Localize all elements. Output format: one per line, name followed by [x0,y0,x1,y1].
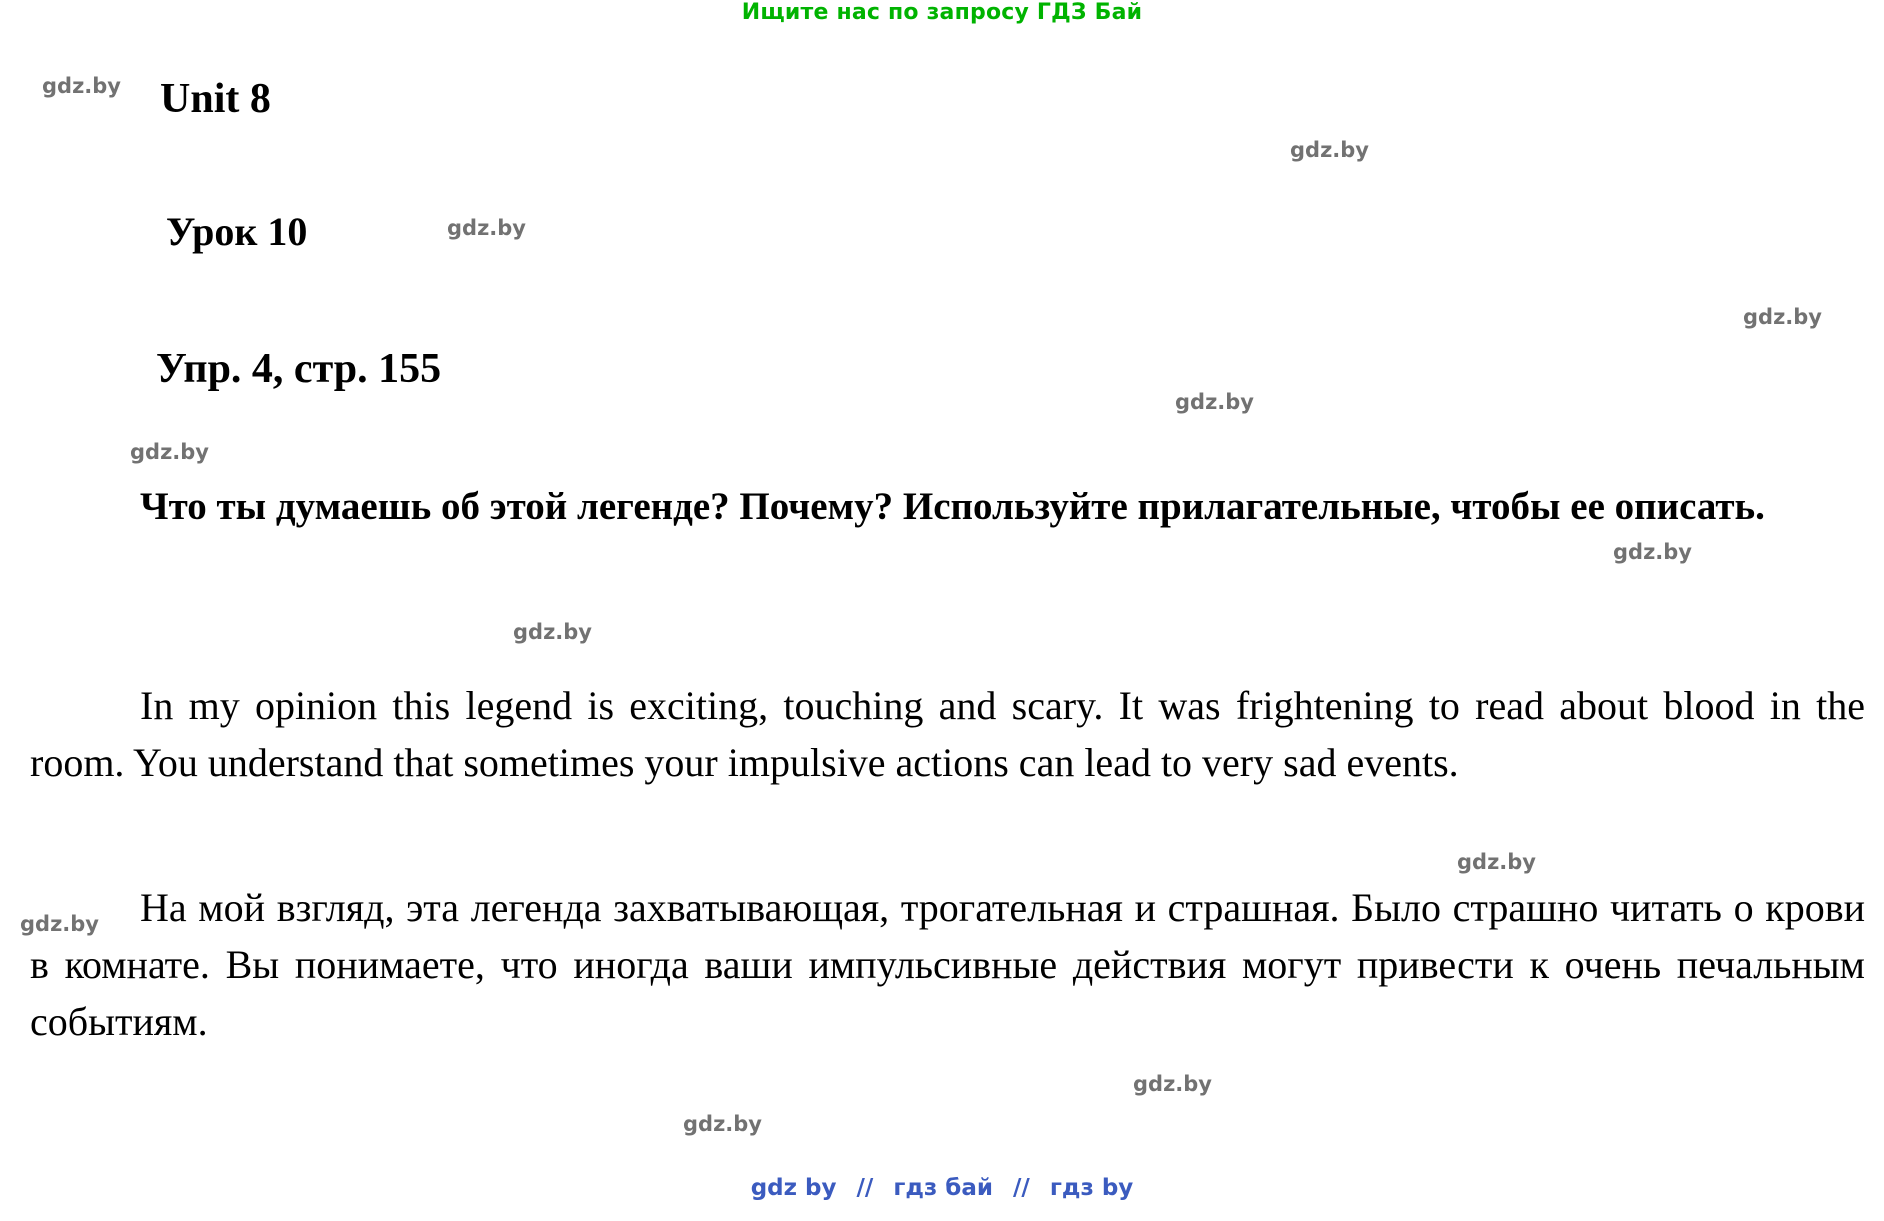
watermark: gdz.by [513,620,592,644]
unit-heading: Unit 8 [160,76,271,122]
watermark: gdz.by [20,912,99,936]
watermark: gdz.by [683,1112,762,1136]
exercise-heading: Упр. 4, стр. 155 [156,346,442,392]
footer-link-3[interactable]: гдз by [1049,1175,1134,1201]
promo-banner: Ищите нас по запросу ГДЗ Бай [741,0,1143,25]
watermark: gdz.by [1290,138,1369,162]
lesson-heading: Урок 10 [166,209,308,254]
footer-separator-1: // [856,1175,874,1201]
task-question: Что ты думаешь об этой легенде? Почему? Используйте прилагательные, чтобы ее описать. [140,485,1765,528]
answer-english: In my opinion this legend is exciting, touching and scary. It was frightening to read about blood in the room. You understand that sometimes your impulsive actions can lead to very sad events. [30,683,1865,785]
watermark: gdz.by [1743,305,1822,329]
watermark: gdz.by [42,74,121,98]
watermark: gdz.by [1613,540,1692,564]
watermark: gdz.by [1133,1072,1212,1096]
answer-russian: На мой взгляд, эта легенда захватывающая, трогательная и страшная. Было страшно читать о крови в комнате. Вы понимаете, что иногда ваши импульсивные действия могут привести к очень печальным событиям. [30,885,1865,1044]
footer-link-2[interactable]: гдз бай [893,1175,994,1201]
footer-separator-2: // [1013,1175,1030,1201]
footer-link-1[interactable]: gdz by [750,1175,837,1201]
footer-links [0,1175,1884,1201]
watermark: gdz.by [1175,390,1254,414]
watermark: gdz.by [130,440,209,464]
watermark: gdz.by [1457,850,1536,874]
watermark: gdz.by [447,216,526,240]
